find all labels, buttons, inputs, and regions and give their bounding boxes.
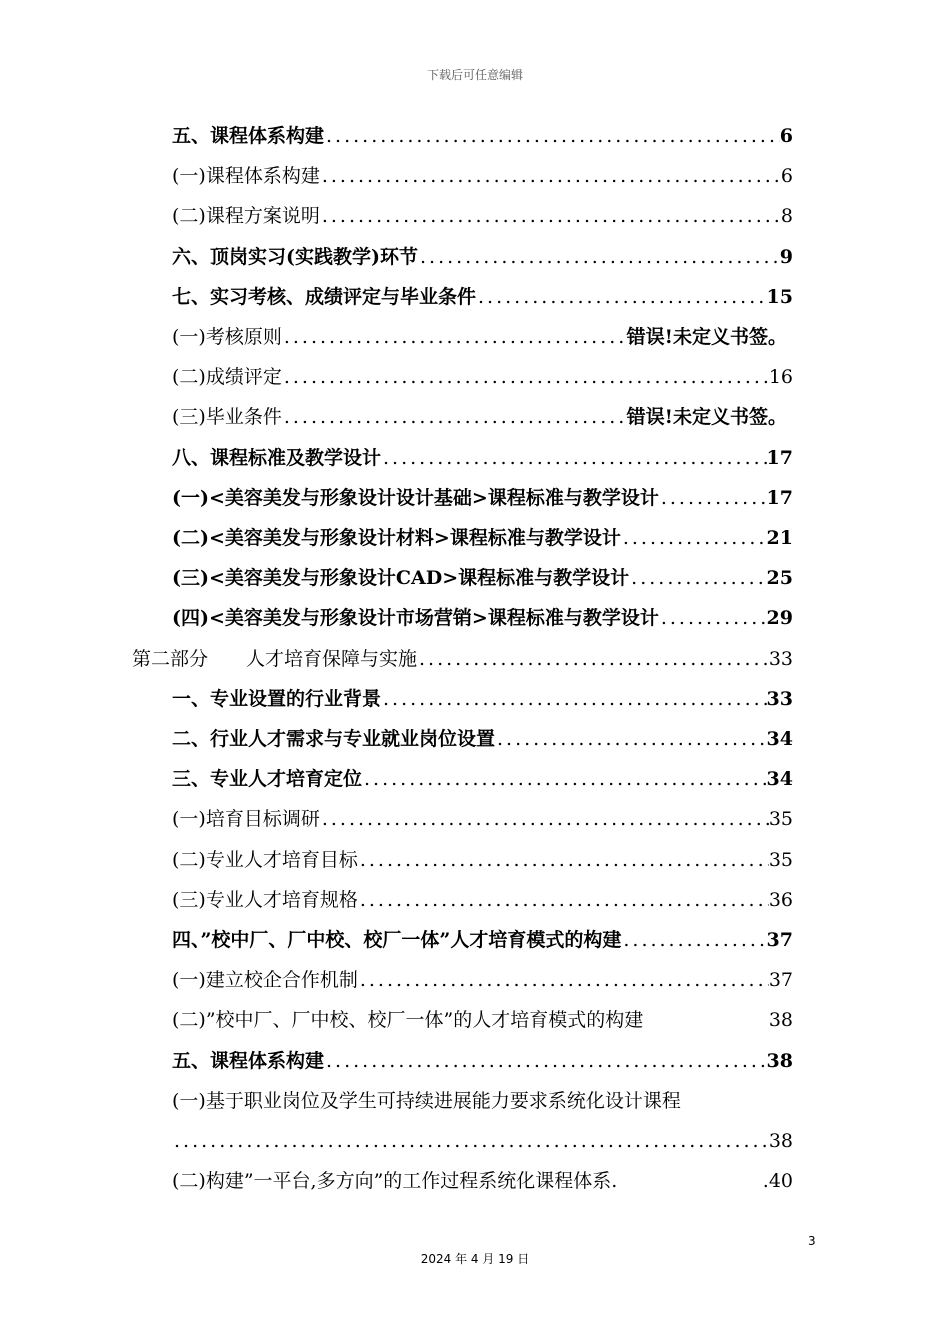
toc-entry[interactable] — [172, 799, 793, 839]
toc-entry-page: 16 — [768, 366, 793, 388]
toc-entry-page: 17 — [766, 487, 793, 509]
toc-entry-page: 6 — [780, 165, 793, 187]
toc-entry-title: (一)<美容美发与形象设计设计基础>课程标准与教学设计 — [172, 487, 659, 509]
toc-entry[interactable] — [172, 960, 793, 1000]
toc-entry[interactable] — [172, 920, 793, 960]
toc-entry[interactable] — [172, 518, 793, 558]
toc-entry[interactable] — [172, 1041, 793, 1081]
toc-entry-page: 38 — [766, 1050, 793, 1072]
toc-entry-page: 17 — [766, 447, 793, 469]
toc-entry-page: 35 — [768, 849, 793, 871]
toc-entry[interactable] — [172, 1161, 793, 1201]
toc-entry-page: 9 — [779, 246, 793, 268]
toc-leader-dots — [362, 759, 767, 799]
toc-entry[interactable] — [172, 679, 793, 719]
toc-entry[interactable] — [172, 116, 793, 156]
toc-leader-dots — [358, 960, 769, 1000]
toc-entry-page: 36 — [768, 889, 793, 911]
toc-entry-title: (二)课程方案说明 — [172, 205, 320, 227]
toc-entry-page: 25 — [766, 567, 793, 589]
toc-entry-title: (二)构建”一平台,多方向”的工作过程系统化课程体系. — [172, 1170, 618, 1192]
toc-leader-dots — [324, 1041, 767, 1081]
toc-entry[interactable] — [172, 438, 793, 478]
toc-entry[interactable] — [172, 277, 793, 317]
toc-entry-page: 34 — [766, 768, 793, 790]
toc-entry-title: (一)培育目标调研 — [172, 808, 320, 830]
toc-entry-title: (一)考核原则 — [172, 326, 282, 348]
page-number: 3 — [808, 1234, 816, 1248]
toc-leader-dots — [495, 719, 767, 759]
toc-entry-title: 二、行业人才需求与专业就业岗位设置 — [172, 728, 496, 750]
toc-entry-page: 38 — [768, 1009, 793, 1031]
toc-entry[interactable] — [172, 237, 793, 277]
toc-leader-dots — [417, 639, 769, 679]
toc-entry-page: 8 — [780, 205, 793, 227]
footer-date: 2024 年 4 月 19 日 — [420, 1252, 530, 1266]
toc-entry-title: 五、课程体系构建 — [172, 1050, 325, 1072]
toc-entry-page: 33 — [766, 688, 793, 710]
toc-entry[interactable] — [172, 196, 793, 236]
toc-entry-title: 六、顶岗实习(实践教学)环节 — [172, 246, 418, 268]
toc-entry-title: 一、专业设置的行业背景 — [172, 688, 382, 710]
toc-leader-dots — [659, 478, 767, 518]
toc-entry[interactable] — [172, 598, 793, 638]
toc-entry-title: (一)建立校企合作机制 — [172, 969, 358, 991]
toc-leader-dots — [358, 840, 769, 880]
toc-entry-title: (三)<美容美发与形象设计CAD>课程标准与教学设计 — [172, 567, 630, 589]
toc-entry[interactable] — [172, 840, 793, 880]
toc-leader-dots — [381, 679, 767, 719]
toc-entry-title: (二)<美容美发与形象设计材料>课程标准与教学设计 — [172, 527, 621, 549]
toc-leader-dots — [381, 438, 767, 478]
toc-leader-dots — [621, 920, 766, 960]
toc-leader-dots — [320, 156, 781, 196]
toc-entry-title: (一)课程体系构建 — [172, 165, 320, 187]
toc-leader-dots — [320, 196, 781, 236]
toc-entry-title: 八、课程标准及教学设计 — [172, 447, 382, 469]
toc-entry-page: 37 — [766, 929, 793, 951]
toc-entry-title: (二)专业人才培育目标 — [172, 849, 358, 871]
toc-entry-title: (二)”校中厂、厂中校、校厂一体”的人才培育模式的构建 — [172, 1009, 644, 1031]
toc-leader-dots — [358, 880, 769, 920]
toc-entry-title: (二)成绩评定 — [172, 366, 282, 388]
toc-entry[interactable] — [172, 719, 793, 759]
toc-entry[interactable] — [172, 1121, 793, 1161]
toc-entry-title: (三)专业人才培育规格 — [172, 889, 358, 911]
toc-entry[interactable] — [172, 880, 793, 920]
page-header: 下载后可任意编辑 — [426, 68, 523, 82]
toc-entry[interactable] — [132, 639, 793, 679]
toc-entry-page: 35 — [768, 808, 793, 830]
toc-entry-title: 七、实习考核、成绩评定与毕业条件 — [172, 286, 477, 308]
toc-entry[interactable] — [172, 759, 793, 799]
toc-entry-title: (三)毕业条件 — [172, 406, 282, 428]
toc-entry[interactable] — [172, 156, 793, 196]
toc-leader-dots — [621, 518, 767, 558]
toc-entry[interactable] — [172, 1000, 793, 1040]
toc-entry[interactable] — [172, 317, 787, 357]
toc-entry-page: 错误!未定义书签。 — [626, 406, 787, 428]
toc-entry-title: 第二部分 人才培育保障与实施 — [132, 648, 418, 670]
toc-leader-dots — [476, 277, 767, 317]
toc-leader-dots — [324, 116, 780, 156]
toc-entry-page: 37 — [768, 969, 793, 991]
toc-leader-dots — [282, 317, 627, 357]
toc-entry[interactable] — [172, 478, 793, 518]
toc-entry-page: 34 — [766, 728, 793, 750]
toc-entry-page: 15 — [766, 286, 793, 308]
toc-leader-dots — [282, 357, 769, 397]
toc-entry[interactable] — [172, 1081, 793, 1121]
toc-entry-page: 29 — [766, 607, 793, 629]
toc-leader-dots — [282, 397, 627, 437]
toc-entry-title: 四、”校中厂、厂中校、校厂一体”人才培育模式的构建 — [172, 929, 622, 951]
toc-entry-title: 三、专业人才培育定位 — [172, 768, 363, 790]
toc-entry-page: 错误!未定义书签。 — [626, 326, 787, 348]
toc-leader-dots — [629, 558, 766, 598]
toc-entry-page: 21 — [766, 527, 793, 549]
toc-leader-dots — [320, 799, 769, 839]
toc-entry-page: 33 — [768, 648, 793, 670]
toc-entry[interactable] — [172, 558, 793, 598]
toc-entry[interactable] — [172, 357, 793, 397]
toc-entry-page: .40 — [762, 1170, 793, 1192]
toc-leader-dots — [418, 237, 780, 277]
toc-entry-page: 38 — [768, 1130, 793, 1152]
toc-entry-page: 6 — [779, 125, 793, 147]
toc-entry-title: (一)基于职业岗位及学生可持续进展能力要求系统化设计课程 — [172, 1090, 681, 1112]
toc-entry-title: 五、课程体系构建 — [172, 125, 325, 147]
toc-entry[interactable] — [172, 397, 787, 437]
toc-entry-title: (四)<美容美发与形象设计市场营销>课程标准与教学设计 — [172, 607, 659, 629]
toc-leader-dots — [659, 598, 767, 638]
toc-leader-dots — [172, 1121, 769, 1161]
